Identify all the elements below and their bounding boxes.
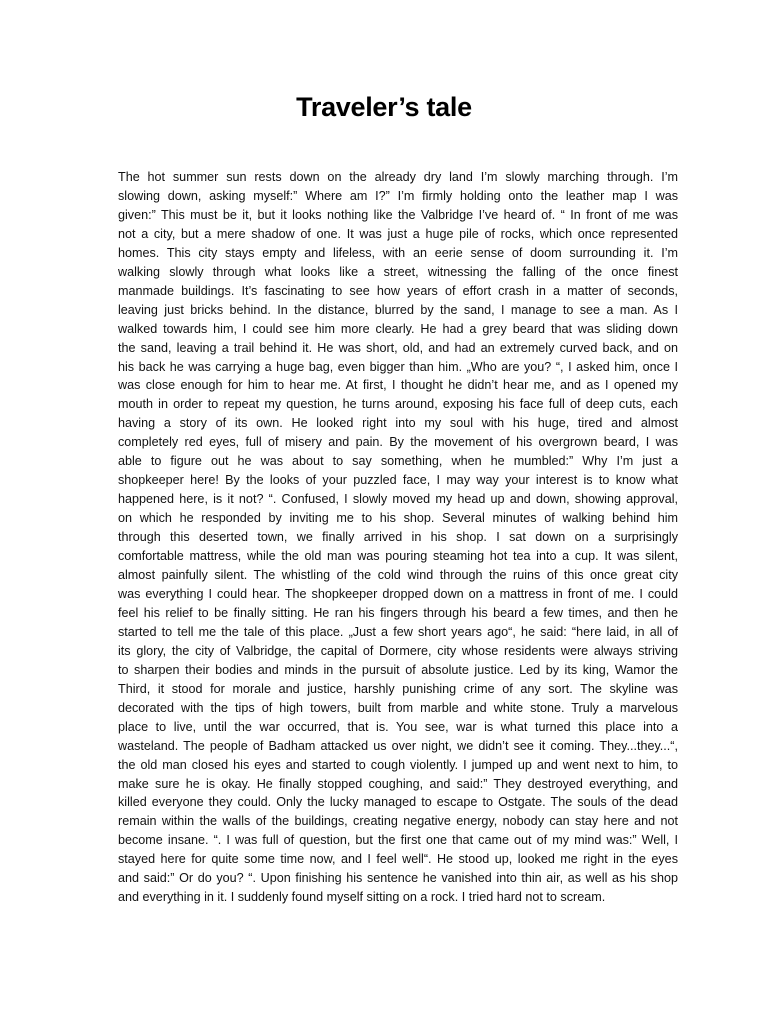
story-line: almost painfully silent. The whistling of the cold wind through the ruins of this once great city: [118, 568, 678, 583]
story-line: through this deserted town, we finally arrived in his shop. I sat down on a surprisingly: [118, 530, 678, 545]
story-line: the old man closed his eyes and started to cough violently. I jumped up and went next to him, to: [118, 757, 678, 772]
story-line: stayed here for quite some time now, and I feel well“. He stood up, looked me right in the eyes: [118, 852, 678, 867]
story-line: decorated with the tips of high towers, built from marble and white stone. Truly a marvelous: [118, 700, 678, 715]
story-line: leaving just bricks behind. In the distance, blurred by the sand, I manage to see a man. As I: [118, 302, 678, 317]
story-line: place to live, until the war occurred, that is. You see, war is what turned this place into a: [118, 719, 678, 734]
story-line: completely red eyes, full of misery and pain. By the movement of his overgrown beard, I was: [118, 435, 678, 450]
story-line: his back he was carrying a huge bag, even bigger than him. „Who are you? “, I asked him, once I: [118, 359, 678, 374]
story-line: The hot summer sun rests down on the already dry land I’m slowly marching through. I’m: [118, 170, 678, 184]
story-line: walking slowly through what looks like a street, witnessing the falling of the once finest: [118, 264, 678, 279]
story-line: able to figure out he was about to say something, when he mumbled:” Why I’m just a: [118, 454, 678, 469]
story-line: was close enough for him to hear me. At first, I thought he didn’t hear me, and as I opened my: [118, 378, 678, 393]
story-line: happened here, is it not? “. Confused, I slowly moved my head up and down, showing approval,: [118, 492, 678, 507]
story-line: make sure he is okay. He finally stopped coughing, and said:” They destroyed everything, and: [118, 776, 678, 791]
story-line: not a city, but a mere shadow of one. It was just a huge pile of rocks, which once represented: [118, 226, 678, 241]
story-line: and said:” Or do you? “. Upon finishing his sentence he vanished into thin air, as well as his shop: [118, 871, 678, 886]
story-line: shopkeeper here! By the looks of your puzzled face, I may way your interest is to know what: [118, 473, 678, 488]
story-line: walked towards him, I could see him more clearly. He had a grey beard that was sliding down: [118, 321, 678, 336]
story-line: its glory, the city of Valbridge, the capital of Dormere, city whose residents were always striving: [118, 643, 678, 658]
story-line: was everything I could hear. The shopkeeper dropped down on a mattress in front of me. I could: [118, 586, 678, 601]
story-line: given:” This must be it, but it looks nothing like the Valbridge I’ve heard of. “ In front of me was: [118, 207, 678, 222]
story-line: and everything in it. I suddenly found myself sitting on a rock. I tried hard not to scream.: [118, 890, 606, 905]
story-line: killed everyone they could. Only the lucky managed to escape to Ostgate. The souls of the dead: [118, 795, 678, 810]
story-line: started to tell me the tale of this place. „Just a few short years ago“, he said: “here laid, in all of: [118, 624, 678, 639]
story-line: comfortable mattress, while the old man was pouring steaming hot tea into a cup. It was silent,: [118, 549, 678, 564]
story-line: on which he responded by inviting me to his shop. Several minutes of walking behind him: [118, 511, 678, 526]
document-title: Traveler’s tale: [296, 92, 472, 122]
story-line: wasteland. The people of Badham attacked us over night, we didn’t see it coming. They...they...“,: [118, 738, 678, 753]
story-text: [118, 168, 678, 907]
story-line: the sand, leaving a trail behind it. He was short, old, and had an extremely curved back, and on: [118, 340, 678, 355]
story-line: homes. This city stays empty and lifeless, with an eerie sense of doom surrounding it. I’m: [118, 245, 678, 260]
story-line: mouth in order to repeat my question, he turns around, exposing his face full of deep cuts, each: [118, 397, 678, 412]
story-line: remain within the walls of the buildings, creating negative energy, nobody can stay here and not: [118, 814, 678, 829]
story-line: become insane. “. I was full of question, but the first one that came out of my mind was:” Well, I: [118, 833, 678, 848]
story-line: manmade buildings. It’s fascinating to see how years of effort crash in a matter of seconds,: [118, 283, 678, 298]
story-line: slowing down, asking myself:” Where am I?” I’m firmly holding onto the leather map I was: [118, 188, 678, 203]
story-line: to sharpen their bodies and minds in the pursuit of absolute justice. Led by its king, Wamor the: [118, 662, 678, 677]
story-line: having a story of its own. He looked right into my soul with his huge, tired and almost: [118, 416, 678, 431]
story-line: Third, it stood for morale and justice, harshly punishing crime of any sort. The skyline was: [118, 681, 678, 696]
story-line: feel his relief to be finally sitting. He ran his fingers through his beard a few times, and then he: [118, 605, 678, 620]
